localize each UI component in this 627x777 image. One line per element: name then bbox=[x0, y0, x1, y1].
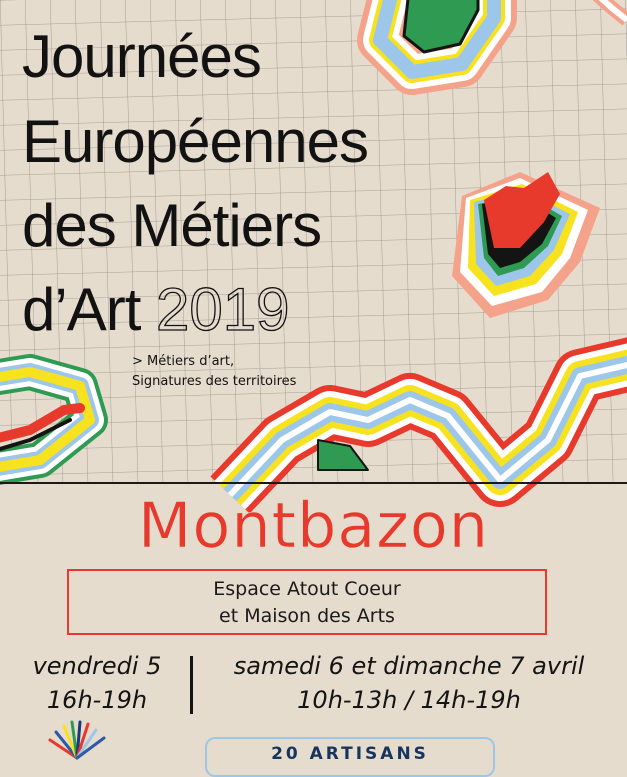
hours-day1: 16h-19h bbox=[46, 686, 148, 714]
city-name: Montbazon bbox=[137, 489, 490, 562]
title-line-2: Européennes bbox=[22, 108, 368, 175]
venue-line-1: Espace Atout Coeur bbox=[213, 578, 401, 600]
date-day1: vendredi 5 bbox=[32, 652, 162, 680]
title-line-1: Journées bbox=[22, 23, 261, 90]
title-line-4 bbox=[22, 276, 290, 343]
venue-line-2: et Maison des Arts bbox=[219, 605, 395, 627]
title-line-3: des Métiers bbox=[22, 192, 322, 259]
sunburst-logo-icon bbox=[32, 718, 122, 758]
venue-box bbox=[67, 569, 547, 635]
subtitle-line-2: Signatures des territoires bbox=[132, 374, 297, 389]
date-separator bbox=[190, 656, 193, 714]
date-days2: samedi 6 et dimanche 7 avril bbox=[233, 652, 585, 680]
subtitle-line-1: > Métiers d’art, bbox=[132, 354, 235, 369]
subtitle bbox=[132, 352, 296, 392]
title-year: 2019 bbox=[156, 276, 290, 343]
artisans-badge: 20 ARTISANS bbox=[205, 737, 495, 777]
title-line-4-text: d’Art bbox=[22, 276, 141, 343]
hours-days2: 10h-13h / 14h-19h bbox=[297, 686, 521, 714]
